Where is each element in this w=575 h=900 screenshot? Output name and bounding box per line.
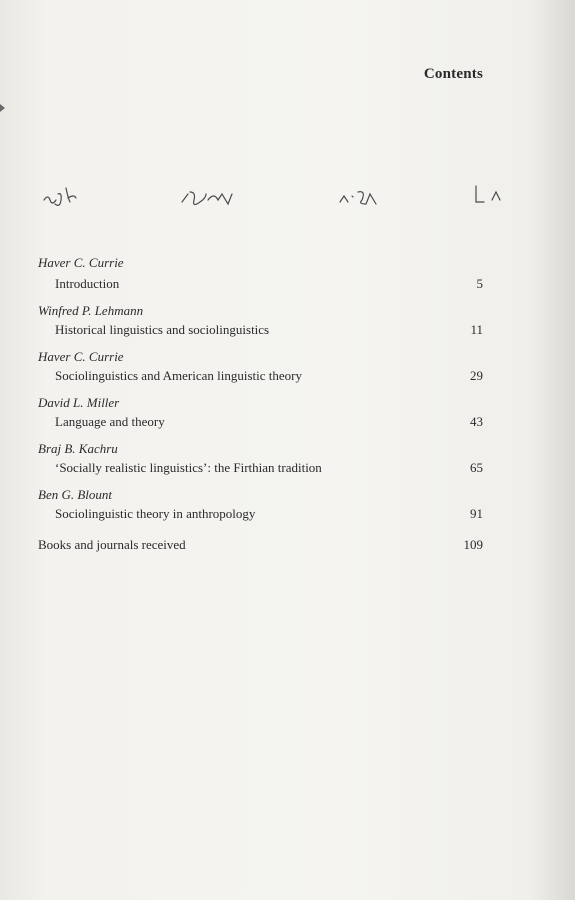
handwritten-marks	[40, 182, 540, 222]
toc-title: Introduction	[55, 276, 120, 291]
toc-entry	[38, 254, 483, 292]
toc-entry	[38, 394, 483, 430]
toc-author: Braj B. Kachru	[38, 441, 118, 456]
handwritten-scribble-icon	[40, 182, 540, 222]
toc-title: ‘Socially realistic linguistics’: the Firthian tradition	[55, 460, 322, 475]
toc-title: Sociolinguistic theory in anthropology	[55, 506, 256, 521]
toc-page-number: 11	[470, 322, 483, 337]
contents-heading: Contents	[423, 66, 483, 82]
toc-entry	[38, 302, 483, 338]
toc-title-line	[38, 321, 483, 338]
toc-books-title: Books and journals received	[38, 537, 186, 552]
toc-page-number: 43	[470, 414, 483, 429]
toc-title-line	[38, 459, 483, 476]
toc-author: Haver C. Currie	[38, 349, 124, 364]
toc-entry	[38, 440, 483, 476]
toc-page-number: 5	[476, 276, 483, 291]
toc-page-number: 65	[470, 460, 483, 475]
toc-title: Sociolinguistics and American linguistic theory	[55, 368, 302, 383]
toc-title-line	[38, 413, 483, 430]
toc-author: Ben G. Blount	[38, 487, 113, 502]
toc-books-received	[38, 536, 483, 553]
toc-author: Winfred P. Lehmann	[38, 303, 144, 318]
toc-entry	[38, 348, 483, 384]
toc-title-line	[38, 275, 483, 292]
toc-entry	[38, 486, 483, 522]
toc-title: Historical linguistics and sociolinguistics	[55, 322, 270, 337]
toc-title: Language and theory	[55, 414, 165, 429]
toc-books-page: 109	[463, 537, 483, 552]
toc-author: David L. Miller	[38, 395, 120, 410]
toc-title-line	[38, 367, 483, 384]
toc-author: Haver C. Currie	[38, 255, 124, 270]
margin-mark-icon	[0, 104, 6, 112]
toc-page-number: 91	[470, 506, 483, 521]
table-of-contents	[38, 254, 483, 553]
toc-page-number: 29	[470, 368, 483, 383]
toc-title-line	[38, 505, 483, 522]
